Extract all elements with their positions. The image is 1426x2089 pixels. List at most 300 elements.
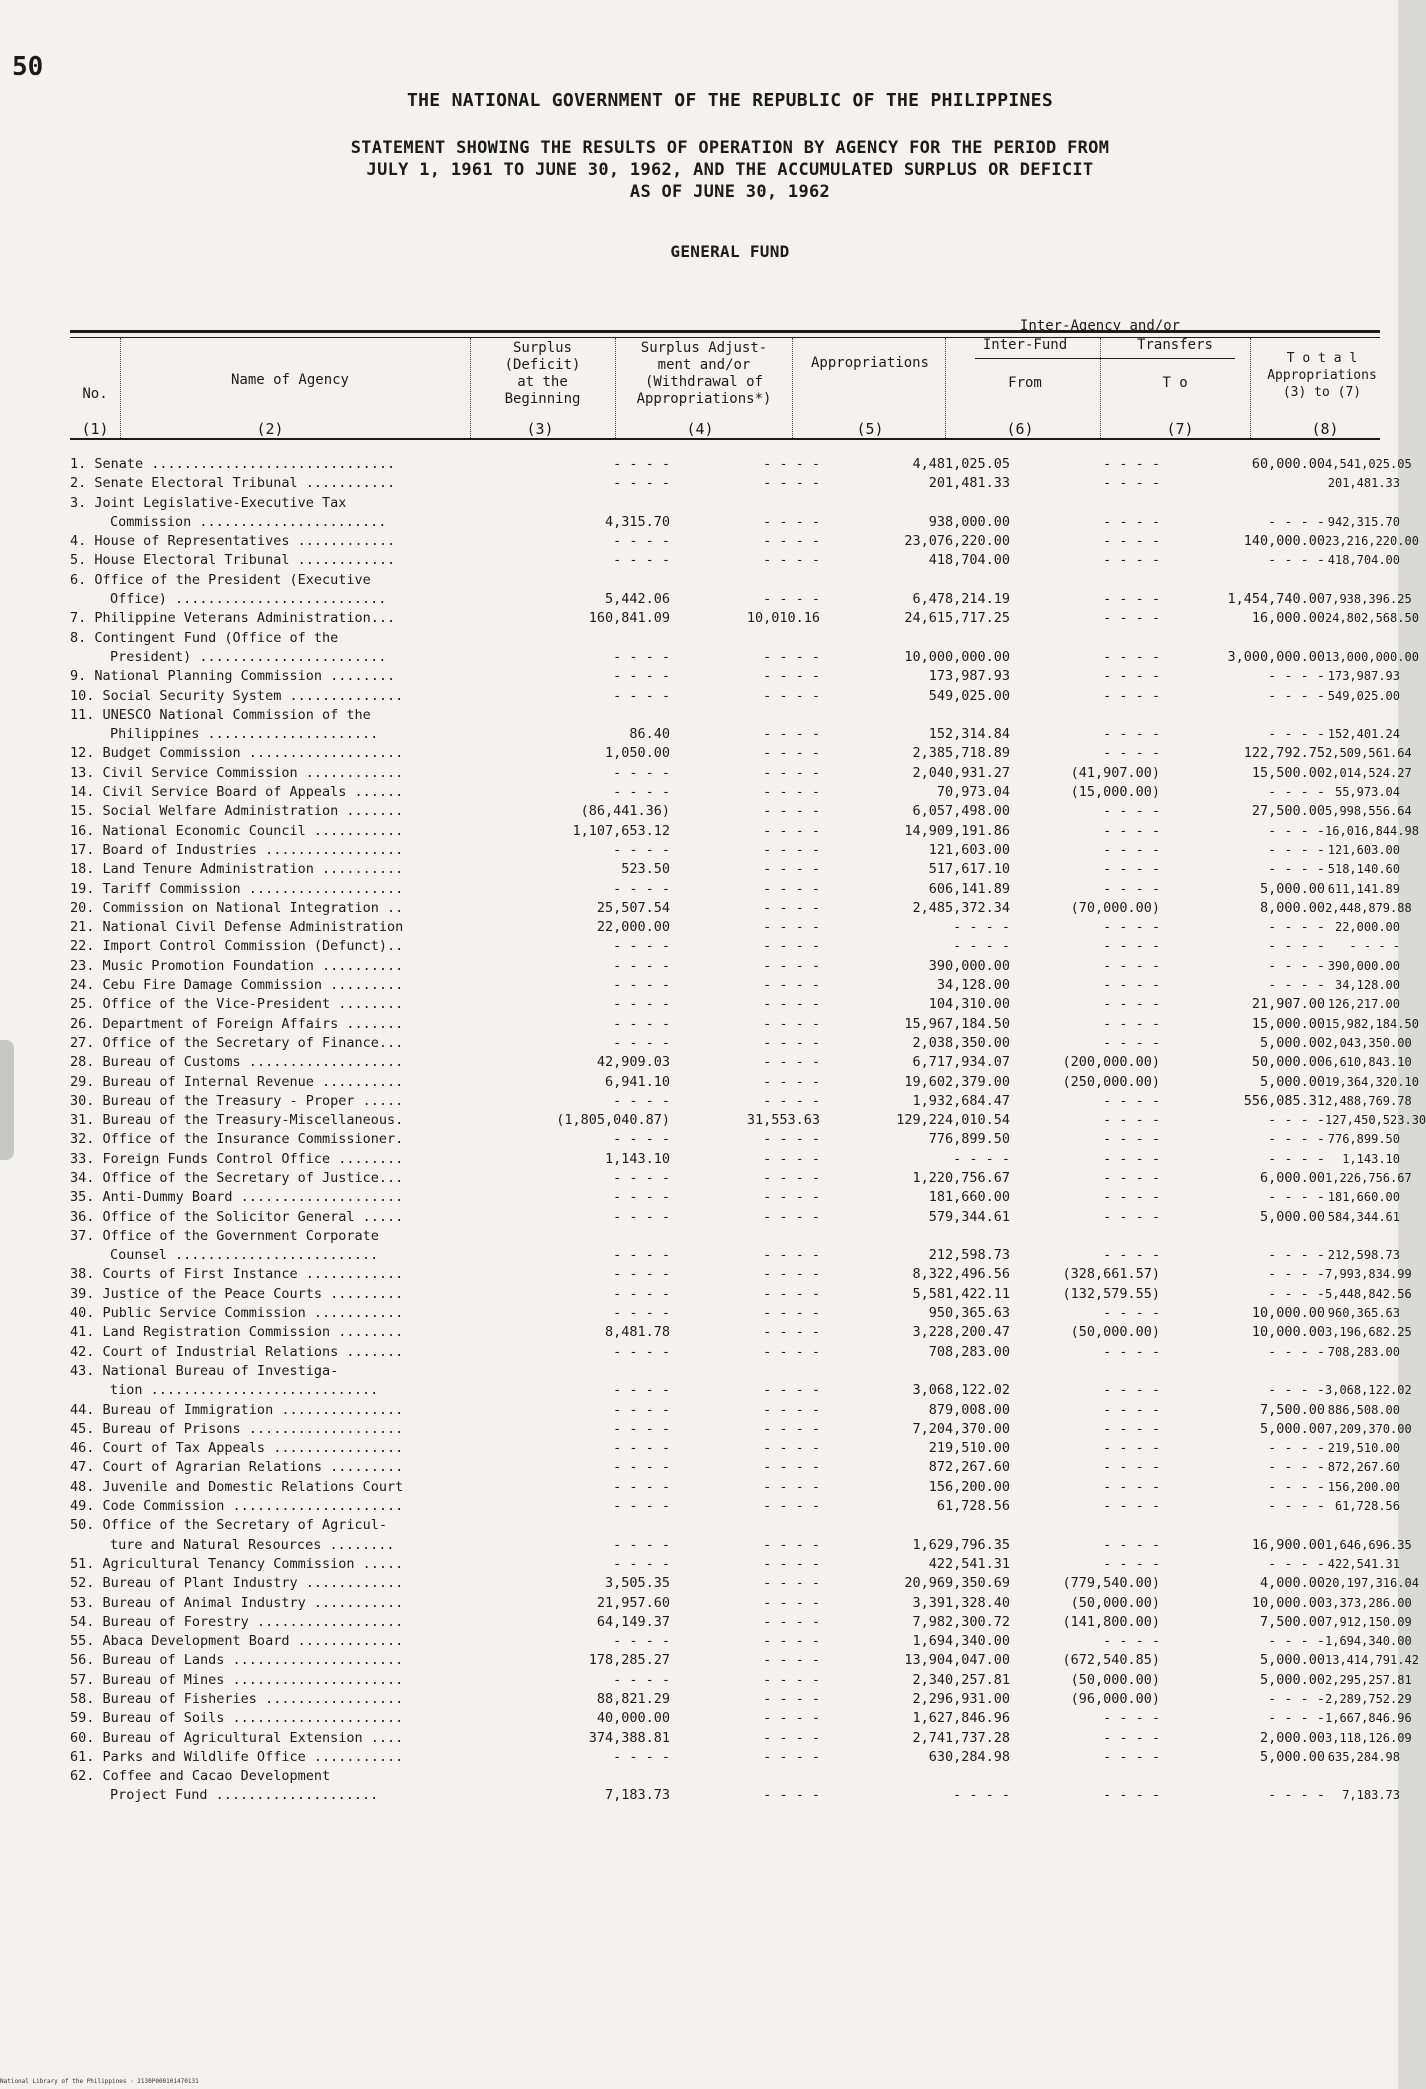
total-cell: 776,899.50 <box>1327 1132 1400 1147</box>
appropriations-cell: 2,485,372.34 <box>912 899 1010 916</box>
appropriations-cell: 121,603.00 <box>928 841 1010 858</box>
table-row <box>70 513 1400 532</box>
header-to: T o <box>1162 375 1188 391</box>
transfer-from-cell: - - - - <box>1103 1189 1160 1206</box>
column-divider <box>1250 338 1251 438</box>
transfer-to-cell: 5,000.00 <box>1259 1034 1325 1051</box>
adjustment-cell: - - - - <box>763 1633 820 1650</box>
surplus-cell: - - - - <box>613 1305 670 1322</box>
total-cell: 156,200.00 <box>1327 1479 1400 1494</box>
subtitle-line-2: JULY 1, 1961 TO JUNE 30, 1962, AND THE ACCUMULATED SURPLUS OR DEFICIT <box>366 160 1094 180</box>
agency-name: 15. Social Welfare Administration ....... <box>70 803 404 820</box>
transfer-from-cell: - - - - <box>1103 668 1160 685</box>
total-cell: 422,541.31 <box>1327 1556 1400 1571</box>
total-cell: 15,982,184.50 <box>1325 1016 1419 1031</box>
surplus-cell: 64,149.37 <box>596 1613 670 1630</box>
total-cell: 22,000.00 <box>1334 920 1400 935</box>
binding-shadow <box>0 1040 14 1160</box>
agency-name: 6. Office of the President (Executive <box>70 571 371 588</box>
total-cell: 181,660.00 <box>1327 1190 1400 1205</box>
appropriations-cell: 3,391,328.40 <box>912 1594 1010 1611</box>
surplus-cell: 1,107,653.12 <box>572 822 670 839</box>
footer-text: National Library of the Philippines · 2130P000101470131 <box>0 2078 199 2085</box>
table-row <box>70 995 1400 1014</box>
table-row <box>70 1304 1400 1323</box>
table-row <box>70 629 1390 648</box>
adjustment-cell: - - - - <box>763 456 820 472</box>
agency-name: 13. Civil Service Commission ............ <box>70 764 404 781</box>
total-cell: 960,365.63 <box>1327 1306 1400 1321</box>
agency-name: 8. Contingent Fund (Office of the <box>70 629 339 646</box>
surplus-cell: - - - - <box>613 552 670 569</box>
column-number: (6) <box>1006 420 1034 438</box>
agency-name: President) ....................... <box>110 648 387 665</box>
transfer-to-cell: - - - - <box>1268 552 1325 569</box>
transfer-to-cell: - - - - <box>1268 1440 1325 1457</box>
total-cell: 7,912,150.09 <box>1325 1614 1412 1629</box>
table-row <box>70 822 1419 841</box>
table-row <box>70 1169 1412 1188</box>
total-cell: 7,938,396.25 <box>1325 592 1412 607</box>
total-cell: 4,541,025.05 <box>1325 457 1412 471</box>
transfer-to-cell: - - - - <box>1268 1633 1325 1650</box>
total-cell: 7,209,370.00 <box>1325 1421 1412 1436</box>
surplus-cell: - - - - <box>613 1536 670 1553</box>
transfer-from-cell: - - - - <box>1103 1710 1160 1727</box>
appropriations-cell: 422,541.31 <box>928 1555 1010 1572</box>
agency-name: 47. Court of Agrarian Relations ......... <box>70 1459 404 1476</box>
agency-name: Office) .......................... <box>110 591 387 608</box>
appropriations-cell: 6,478,214.19 <box>912 591 1010 608</box>
adjustment-cell: - - - - <box>763 1710 820 1727</box>
appropriations-cell: 152,314.84 <box>928 726 1010 743</box>
table-row <box>70 590 1412 609</box>
surplus-cell: - - - - <box>613 1131 670 1148</box>
surplus-cell: - - - - <box>613 938 670 955</box>
transfer-to-cell: - - - - <box>1268 668 1325 685</box>
surplus-cell: - - - - <box>613 841 670 858</box>
column-divider <box>470 338 471 438</box>
adjustment-cell: - - - - <box>763 764 820 781</box>
transfer-from-cell: (15,000.00) <box>1070 784 1160 801</box>
agency-name: 23. Music Promotion Foundation .......... <box>70 957 404 974</box>
adjustment-cell: - - - - <box>763 1555 820 1572</box>
total-cell: 3,068,122.02 <box>1325 1383 1412 1398</box>
transfer-to-cell: 10,000.00 <box>1251 1305 1325 1322</box>
surplus-cell: 3,505.35 <box>604 1575 670 1592</box>
adjustment-cell: - - - - <box>763 1729 820 1746</box>
transfer-to-cell: - - - - <box>1268 977 1325 994</box>
adjustment-cell: - - - - <box>763 1208 820 1225</box>
surplus-cell: - - - - <box>613 1382 670 1399</box>
agency-name: 50. Office of the Secretary of Agricul- <box>70 1517 387 1534</box>
surplus-cell: - - - - <box>613 880 670 897</box>
appropriations-cell: 2,385,718.89 <box>912 745 1010 762</box>
appropriations-cell: 219,510.00 <box>928 1440 1010 1457</box>
surplus-cell: 523.50 <box>621 861 670 878</box>
transfer-from-cell: - - - - <box>1103 591 1160 608</box>
appropriations-cell: 3,068,122.02 <box>912 1382 1010 1399</box>
appropriations-cell: 2,340,257.81 <box>912 1671 1010 1688</box>
agency-name: 1. Senate .............................. <box>70 456 396 472</box>
appropriations-cell: 4,481,025.05 <box>912 456 1010 472</box>
appropriations-cell: - - - - <box>953 1150 1010 1167</box>
appropriations-cell: 156,200.00 <box>928 1478 1010 1495</box>
appropriations-cell: 5,581,422.11 <box>912 1285 1010 1302</box>
transfer-from-cell: - - - - <box>1103 957 1160 974</box>
agency-name: 54. Bureau of Forestry .................. <box>70 1613 404 1630</box>
surplus-cell: - - - - <box>613 1498 670 1515</box>
transfer-to-cell: 5,000.00 <box>1259 1208 1325 1225</box>
header-transfers: Inter-Agency and/or <box>1019 318 1181 334</box>
agency-name: 62. Coffee and Cacao Development <box>70 1768 331 1785</box>
transfer-from-cell: - - - - <box>1103 1420 1160 1437</box>
adjustment-cell: - - - - <box>763 1691 820 1707</box>
transfer-to-cell: - - - - <box>1268 1266 1325 1283</box>
surplus-cell: 1,143.10 <box>604 1150 670 1167</box>
column-divider <box>615 338 616 438</box>
table-row <box>70 667 1400 686</box>
total-cell: 61,728.56 <box>1334 1499 1400 1514</box>
appropriations-cell: 8,322,496.56 <box>912 1266 1010 1283</box>
transfer-to-cell: 10,000.00 <box>1251 1324 1325 1341</box>
transfer-to-cell: 5,000.00 <box>1259 880 1325 897</box>
transfer-to-cell: 2,000.00 <box>1259 1729 1325 1746</box>
surplus-cell: - - - - <box>613 1247 670 1264</box>
transfer-to-cell: 5,000.00 <box>1259 1652 1325 1669</box>
transfer-to-cell: - - - - <box>1268 1498 1325 1515</box>
agency-name: 38. Courts of First Instance ............ <box>70 1266 404 1283</box>
adjustment-cell: - - - - <box>763 1440 820 1457</box>
transfer-to-cell: - - - - <box>1268 1343 1325 1360</box>
surplus-cell: - - - - <box>613 1169 670 1186</box>
adjustment-cell: - - - - <box>763 1285 820 1302</box>
agency-name: 52. Bureau of Plant Industry ............ <box>70 1575 404 1592</box>
total-cell: 708,283.00 <box>1327 1344 1400 1359</box>
page-number: 50 <box>12 52 44 82</box>
table-row <box>70 1246 1400 1265</box>
agency-name: 20. Commission on National Integration .. <box>70 899 404 916</box>
appropriations-cell: 879,008.00 <box>928 1401 1010 1418</box>
agency-name: 34. Office of the Secretary of Justice... <box>70 1169 404 1186</box>
total-cell: 2,289,752.29 <box>1325 1692 1412 1706</box>
agency-name: 46. Court of Tax Appeals ................ <box>70 1440 404 1457</box>
total-cell: 5,448,842.56 <box>1325 1286 1412 1301</box>
total-cell: 19,364,320.10 <box>1325 1074 1419 1089</box>
transfer-to-cell: - - - - <box>1268 861 1325 878</box>
adjustment-cell: - - - - <box>763 1459 820 1476</box>
total-cell: 2,014,524.27 <box>1325 765 1412 780</box>
agency-name: 16. National Economic Council ........... <box>70 822 404 839</box>
transfer-to-cell: 122,792.75 <box>1243 745 1325 762</box>
surplus-cell: - - - - <box>613 1459 670 1476</box>
surplus-cell: 1,050.00 <box>604 745 670 762</box>
transfer-from-cell: - - - - <box>1103 475 1160 492</box>
table-row <box>70 1015 1419 1034</box>
agency-name: 29. Bureau of Internal Revenue .......... <box>70 1073 404 1090</box>
agency-name: ture and Natural Resources ........ <box>110 1536 395 1553</box>
table-row <box>70 1729 1412 1748</box>
transfer-from-cell: (132,579.55) <box>1062 1285 1160 1302</box>
transfer-from-cell: - - - - <box>1103 1459 1160 1476</box>
adjustment-cell: - - - - <box>763 1401 820 1418</box>
agency-name: 43. National Bureau of Investiga- <box>70 1362 339 1379</box>
surplus-cell: - - - - <box>613 475 670 492</box>
table-row <box>70 860 1400 879</box>
appropriations-cell: 2,040,931.27 <box>912 764 1010 781</box>
table-row <box>70 1516 1390 1535</box>
agency-name: Philippines ..................... <box>110 726 379 743</box>
adjustment-cell: - - - - <box>763 726 820 743</box>
appropriations-cell: 950,365.63 <box>928 1305 1010 1322</box>
table-row <box>70 1285 1412 1304</box>
adjustment-cell: - - - - <box>763 1343 820 1360</box>
adjustment-cell: - - - - <box>763 861 820 878</box>
table-row <box>70 957 1400 976</box>
surplus-cell: - - - - <box>613 1748 670 1765</box>
adjustment-cell: - - - - <box>763 1034 820 1051</box>
appropriations-cell: 13,904,047.00 <box>904 1652 1010 1669</box>
transfer-from-cell: - - - - <box>1103 1034 1160 1051</box>
agency-name: 12. Budget Commission ................... <box>70 745 404 762</box>
surplus-cell: 88,821.29 <box>596 1691 670 1707</box>
adjustment-cell: - - - - <box>763 996 820 1013</box>
agency-name: 21. National Civil Defense Administration <box>70 919 404 936</box>
surplus-cell: - - - - <box>613 977 670 994</box>
adjustment-cell: - - - - <box>763 1073 820 1090</box>
agency-name: 35. Anti-Dummy Board .................... <box>70 1189 404 1206</box>
agency-name: 25. Office of the Vice-President ........ <box>70 996 404 1013</box>
transfer-from-cell: (41,907.00) <box>1070 764 1160 781</box>
adjustment-cell: - - - - <box>763 938 820 955</box>
transfer-to-cell: 7,500.00 <box>1259 1613 1325 1630</box>
transfer-to-cell: 50,000.00 <box>1251 1054 1325 1071</box>
transfer-from-cell: - - - - <box>1103 977 1160 994</box>
surplus-cell: 374,388.81 <box>588 1729 670 1746</box>
appropriations-cell: 7,204,370.00 <box>912 1420 1010 1437</box>
table-row <box>70 1381 1412 1400</box>
adjustment-cell: - - - - <box>763 513 820 530</box>
agency-name: 18. Land Tenure Administration .......... <box>70 861 404 878</box>
adjustment-cell: - - - - <box>763 803 820 820</box>
surplus-cell: 21,957.60 <box>596 1594 670 1611</box>
table-row <box>70 1748 1400 1767</box>
transfer-from-cell: (96,000.00) <box>1070 1691 1160 1707</box>
transfer-from-cell: - - - - <box>1103 745 1160 762</box>
table-row <box>70 1111 1426 1130</box>
table-row <box>70 764 1412 783</box>
total-cell: 611,141.89 <box>1327 881 1400 896</box>
transfer-from-cell: - - - - <box>1103 1305 1160 1322</box>
total-cell: 126,217.00 <box>1327 997 1400 1012</box>
total-cell: 549,025.00 <box>1327 688 1400 703</box>
agency-name: 51. Agricultural Tenancy Commission ..... <box>70 1555 404 1572</box>
surplus-cell: - - - - <box>613 1633 670 1650</box>
total-cell: 1,226,756.67 <box>1325 1170 1412 1185</box>
transfer-to-cell: - - - - <box>1268 1150 1325 1167</box>
agency-name: 42. Court of Industrial Relations ....... <box>70 1343 404 1360</box>
transfer-to-cell: 5,000.00 <box>1259 1420 1325 1437</box>
table-row <box>70 1343 1400 1362</box>
transfer-to-cell: 4,000.00 <box>1259 1575 1325 1592</box>
transfer-to-cell: 16,900.00 <box>1251 1536 1325 1553</box>
surplus-cell: - - - - <box>613 1189 670 1206</box>
transfer-from-cell: - - - - <box>1103 1343 1160 1360</box>
column-number: (4) <box>686 420 714 438</box>
adjustment-cell: - - - - <box>763 1131 820 1148</box>
appropriations-cell: 70,973.04 <box>936 784 1010 801</box>
transfer-from-cell: - - - - <box>1103 552 1160 569</box>
appropriations-cell: 104,310.00 <box>928 996 1010 1013</box>
agency-name: 27. Office of the Secretary of Finance... <box>70 1034 404 1051</box>
header-from: From <box>1008 375 1042 391</box>
transfer-to-cell: - - - - <box>1268 1478 1325 1495</box>
transfer-from-cell: (50,000.00) <box>1070 1594 1160 1611</box>
transfer-to-cell: - - - - <box>1268 822 1325 839</box>
total-cell: 13,000,000.00 <box>1325 649 1419 664</box>
transfer-to-cell: 6,000.00 <box>1259 1169 1325 1186</box>
table-row <box>70 841 1400 860</box>
transfer-to-cell: - - - - <box>1268 1285 1325 1302</box>
surplus-cell: 25,507.54 <box>596 899 670 916</box>
table-row <box>70 1632 1412 1651</box>
appropriations-cell: 6,057,498.00 <box>912 803 1010 820</box>
transfer-from-cell: - - - - <box>1103 861 1160 878</box>
transfer-to-cell: 556,085.31 <box>1243 1092 1325 1109</box>
appropriations-cell: 201,481.33 <box>928 475 1010 492</box>
surplus-cell: - - - - <box>613 1034 670 1051</box>
agency-name: 7. Philippine Veterans Administration... <box>70 610 396 627</box>
table-row <box>70 1208 1400 1227</box>
agency-name: 2. Senate Electoral Tribunal ........... <box>70 475 396 492</box>
agency-name: 45. Bureau of Prisons ................... <box>70 1420 404 1437</box>
surplus-cell: 6,941.10 <box>604 1073 670 1090</box>
table-row <box>70 1594 1412 1613</box>
surplus-cell: 8,481.78 <box>604 1324 670 1341</box>
appropriations-cell: 1,629,796.35 <box>912 1536 1010 1553</box>
total-cell: 872,267.60 <box>1327 1460 1400 1475</box>
adjustment-cell: - - - - <box>763 1748 820 1765</box>
transfer-from-cell: - - - - <box>1103 687 1160 704</box>
transfer-from-cell: - - - - <box>1103 513 1160 530</box>
total-cell: 1,667,846.96 <box>1325 1711 1412 1726</box>
adjustment-cell: - - - - <box>763 1150 820 1167</box>
column-divider <box>945 338 946 438</box>
appropriations-cell: 872,267.60 <box>928 1459 1010 1476</box>
adjustment-cell: - - - - <box>763 1266 820 1283</box>
total-cell: 942,315.70 <box>1327 514 1400 529</box>
transfer-to-cell: - - - - <box>1268 1710 1325 1727</box>
table-row <box>70 1439 1400 1458</box>
appropriations-cell: 15,967,184.50 <box>904 1015 1010 1032</box>
transfer-from-cell: - - - - <box>1103 1112 1160 1129</box>
appropriations-cell: 20,969,350.69 <box>904 1575 1010 1592</box>
table-row <box>70 899 1412 918</box>
transfer-to-cell: - - - - <box>1268 1459 1325 1476</box>
transfer-from-cell: - - - - <box>1103 1247 1160 1264</box>
table-row <box>70 1265 1412 1284</box>
appropriations-cell: 34,128.00 <box>936 977 1010 994</box>
transfer-from-cell: - - - - <box>1103 822 1160 839</box>
agency-name: 48. Juvenile and Domestic Relations Court <box>70 1478 404 1495</box>
agency-name: 4. House of Representatives ............ <box>70 533 396 550</box>
table-row <box>70 532 1419 551</box>
table-row <box>70 1555 1400 1574</box>
total-cell: 418,704.00 <box>1327 553 1400 568</box>
table-row <box>70 937 1400 956</box>
table-row <box>70 1574 1419 1593</box>
transfer-from-cell: (672,540.85) <box>1062 1652 1160 1669</box>
surplus-cell: - - - - <box>613 1266 670 1283</box>
adjustment-cell: - - - - <box>763 919 820 936</box>
header-no: No. <box>82 386 108 402</box>
total-cell: 635,284.98 <box>1327 1749 1400 1764</box>
surplus-cell: 40,000.00 <box>596 1710 670 1727</box>
agency-name: 56. Bureau of Lands ..................... <box>70 1652 404 1669</box>
transfer-to-cell: 16,000.00 <box>1251 610 1325 627</box>
table-row <box>70 1323 1412 1342</box>
table-row <box>70 571 1390 590</box>
table-row <box>70 1690 1412 1709</box>
appropriations-cell: - - - - <box>953 919 1010 936</box>
agency-name: 26. Department of Foreign Affairs ....... <box>70 1015 404 1032</box>
total-cell: - - - - <box>1349 939 1400 954</box>
adjustment-cell: - - - - <box>763 1575 820 1592</box>
table-row <box>70 1053 1412 1072</box>
transfer-from-cell: - - - - <box>1103 938 1160 955</box>
adjustment-cell: - - - - <box>763 1189 820 1206</box>
transfer-from-cell: - - - - <box>1103 1208 1160 1225</box>
surplus-cell: - - - - <box>613 533 670 550</box>
total-cell: 1,646,696.35 <box>1325 1537 1412 1552</box>
adjustment-cell: - - - - <box>763 648 820 665</box>
adjustment-cell: - - - - <box>763 1015 820 1032</box>
transfer-from-cell: - - - - <box>1103 1633 1160 1650</box>
table-row <box>70 687 1400 706</box>
total-cell: 1,143.10 <box>1342 1151 1400 1166</box>
transfer-to-cell: - - - - <box>1268 513 1325 530</box>
surplus-cell: - - - - <box>613 1343 670 1360</box>
adjustment-cell: - - - - <box>763 745 820 762</box>
transfer-from-cell: (200,000.00) <box>1062 1054 1160 1071</box>
total-cell: 518,140.60 <box>1327 862 1400 877</box>
column-number: (7) <box>1166 420 1194 438</box>
transfer-to-cell: - - - - <box>1268 1787 1325 1804</box>
agency-name: 3. Joint Legislative-Executive Tax <box>70 494 347 511</box>
table-row <box>70 1671 1412 1690</box>
transfer-from-cell: - - - - <box>1103 1169 1160 1186</box>
appropriations-cell: 212,598.73 <box>928 1247 1010 1264</box>
table-row <box>70 725 1400 744</box>
appropriations-cell: - - - - <box>953 938 1010 955</box>
agency-name: 31. Bureau of the Treasury-Miscellaneous. <box>70 1112 404 1129</box>
agency-name: 33. Foreign Funds Control Office ........ <box>70 1150 404 1167</box>
transfer-to-cell: 15,000.00 <box>1251 1015 1325 1032</box>
transfer-from-cell: - - - - <box>1103 1536 1160 1553</box>
fund-heading: GENERAL FUND <box>670 242 790 261</box>
agency-name: 49. Code Commission ..................... <box>70 1498 404 1515</box>
table-row <box>70 1401 1400 1420</box>
transfer-from-cell: - - - - <box>1103 533 1160 550</box>
table-row <box>70 783 1400 802</box>
appropriations-cell: 10,000,000.00 <box>904 648 1010 665</box>
table-row <box>70 648 1419 667</box>
appropriations-cell: 2,296,931.00 <box>912 1691 1010 1707</box>
transfer-to-cell: - - - - <box>1268 957 1325 974</box>
appropriations-cell: 6,717,934.07 <box>912 1054 1010 1071</box>
table-row <box>70 1092 1412 1111</box>
adjustment-cell: - - - - <box>763 1054 820 1071</box>
